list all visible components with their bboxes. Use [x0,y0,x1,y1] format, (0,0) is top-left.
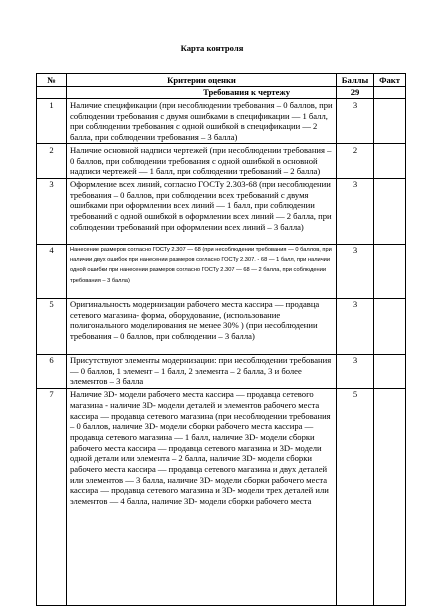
row-fact [374,144,406,178]
row-points: 3 [337,298,374,354]
section-fact-cell [374,86,406,99]
row-points: 3 [337,178,374,244]
row-points: 3 [337,99,374,144]
row-criteria: Наличие основной надписи чертежей (при несоблюдении требования – 0 баллов, при соблюдении требования с одной ошибкой в основной надписи чертежей — 1 балл, при соблюдении требований – 2 балла) [67,144,337,178]
table-row [37,144,406,178]
section-label: Требования к чертежу [67,86,337,99]
table-header-row [37,74,406,87]
table-row [37,99,406,144]
section-points: 29 [337,86,374,99]
row-criteria: Наличие 3D- модели рабочего места кассира — продавца сетевого магазина - наличие 3D- модели деталей и элементов рабочего места кассира — продавца сетевого магазина (при несоблюдении требования – 0 баллов, наличие 3D- модели сборки рабочего места кассира — продавца сетевого магазина — 1 балл, наличие 3D- модели сборки рабочего места кассира — продавца сетевого магазина и 3D- модели одной детали или элемента – 2 балла, наличие 3D- модели сборки рабочего места кассира — продавца сетевого магазина и двух деталей или элементов — 3 балла, наличие 3D- модели сборки рабочего места кассира — продавца сетевого магазина и 3D- модели трех деталей или элементов — 4 балла, наличие 3D- модели сборки рабочего места [67,388,337,605]
header-num: № [37,74,67,87]
table-row [37,298,406,354]
table-row [37,244,406,298]
row-num: 5 [37,298,67,354]
row-fact [374,178,406,244]
row-criteria: Оригинальность модернизации рабочего места кассира — продавца сетевого магазина- форма, оборудование, (использование полигонального моделирования не менее 30% ) (при несоблюдении требования – 0 баллов, при соблюдении – 3 балла) [67,298,337,354]
row-fact [374,388,406,605]
row-num: 2 [37,144,67,178]
section-num-cell [37,86,67,99]
row-fact [374,298,406,354]
table-row [37,354,406,388]
header-points: Баллы [337,74,374,87]
table-row [37,388,406,605]
row-num: 6 [37,354,67,388]
row-criteria: Оформление всех линий, согласно ГОСТу 2.303-68 (при несоблюдении требования – 0 баллов, при соблюдении всех требований с двумя ошибками при оформлении всех линий — 1 балл, при соблюдении требований с одной ошибкой в оформлении всех линий — 2 балла, при соблюдении требований при оформлении всех линий – 3 балла) [67,178,337,244]
row-criteria: Нанесение размеров согласно ГОСТу 2.307 — 68 (при несоблюдении требования — 0 баллов, при наличии двух ошибок при нанесении размеров согласно ГОСТу 2.307. - 68 — 1 балл, при наличии одной ошибки при нанесении размеров согласно ГОСТу 2.307 — 68 — 2 балла, при соблюдении требования – 3 балла) [67,244,337,298]
row-num: 1 [37,99,67,144]
row-points: 3 [337,354,374,388]
row-points: 3 [337,244,374,298]
row-fact [374,244,406,298]
section-row [37,86,406,99]
row-criteria: Наличие спецификации (при несоблюдении требования – 0 баллов, при соблюдении требования с двумя ошибками в спецификации — 1 балл, при соблюдении требования с одной ошибкой в спецификации — 2 балла, при соблюдении требования – 3 балла) [67,99,337,144]
row-num: 7 [37,388,67,605]
row-criteria: Присутствуют элементы модернизации: при несоблюдении требования — 0 баллов, 1 элемент – 1 балл, 2 элемента – 2 балла, 3 и более элементов – 3 балла [67,354,337,388]
row-fact [374,99,406,144]
row-num: 3 [37,178,67,244]
page-title: Карта контроля [180,43,244,53]
header-criteria: Критерии оценки [67,74,337,87]
row-points: 5 [337,388,374,605]
header-fact: Факт [374,74,406,87]
table-row [37,178,406,244]
row-fact [374,354,406,388]
control-table [36,73,406,606]
row-num: 4 [37,244,67,298]
row-points: 2 [337,144,374,178]
